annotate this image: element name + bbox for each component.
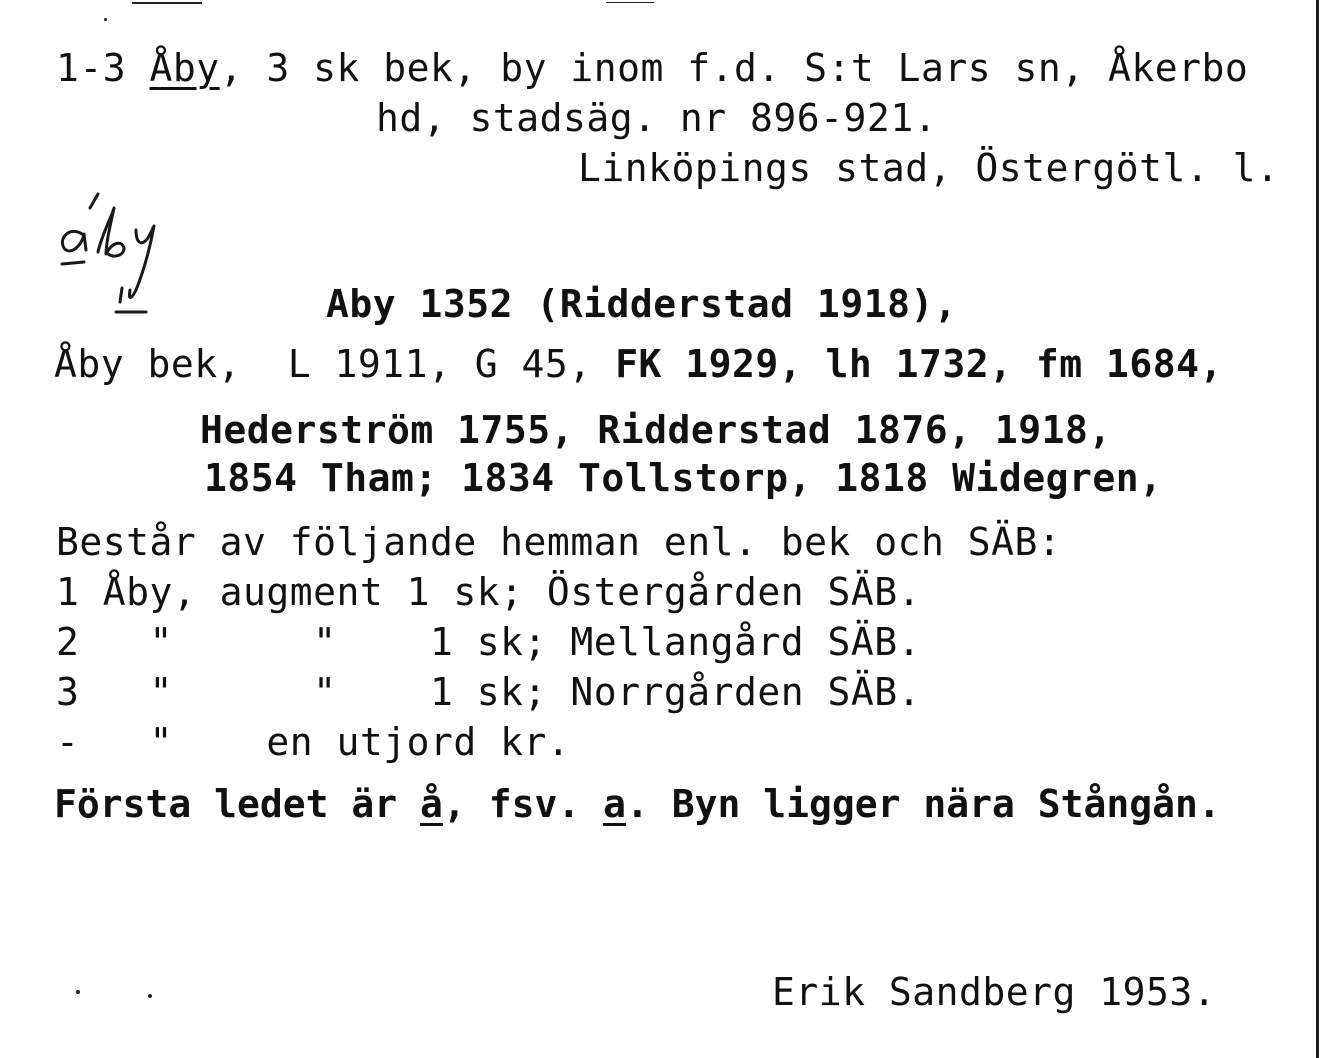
handwritten-place-form <box>50 186 200 321</box>
top-edge-mark <box>132 2 202 4</box>
holding-row: 3 " " 1 sk; Norrgården SÄB. <box>56 670 921 714</box>
etymology-element-a-ring: å <box>420 782 443 826</box>
etymology-prefix: Första ledet är <box>54 782 421 826</box>
holdings-intro: Består av följande hemman enl. bek och SÄB: <box>56 520 1062 564</box>
paper-speck <box>76 990 80 994</box>
holding-row: - " en utjord kr. <box>56 720 571 764</box>
header-description: , 3 sk bek, by inom f.d. S:t Lars sn, Åkerbo <box>219 46 1249 90</box>
etymology-middle: , fsv. <box>442 782 604 826</box>
forms-line-2 <box>54 342 1223 386</box>
header-line-3: Linköpings stad, Östergötl. l. <box>578 146 1280 190</box>
earliest-form-line: Aby 1352 (Ridderstad 1918), <box>326 282 958 326</box>
top-edge-mark <box>606 2 654 3</box>
paper-speck <box>104 18 107 21</box>
paper-speck <box>148 994 152 998</box>
author-signature: Erik Sandberg 1953. <box>772 970 1217 1014</box>
holding-row: 1 Åby, augment 1 sk; Östergården SÄB. <box>56 570 921 614</box>
etymology-element-a: a <box>603 782 626 826</box>
etymology-note <box>54 782 1221 826</box>
forms-line-2-plain: Åby bek, L 1911, G 45, <box>54 342 616 386</box>
header-line-2: hd, stadsäg. nr 896-921. <box>376 96 938 140</box>
entry-number: 1-3 <box>56 46 150 90</box>
place-name: Åby <box>149 46 220 90</box>
card-right-edge <box>1316 0 1319 1058</box>
holding-row: 2 " " 1 sk; Mellangård SÄB. <box>56 620 921 664</box>
forms-line-3: Hederström 1755, Ridderstad 1876, 1918, <box>200 408 1112 452</box>
forms-line-2-bold: FK 1929, lh 1732, fm 1684, <box>615 342 1223 386</box>
etymology-suffix: . Byn ligger nära Stångån. <box>625 782 1221 826</box>
forms-line-4: 1854 Tham; 1834 Tollstorp, 1818 Widegren, <box>204 456 1163 500</box>
header-line-1 <box>56 46 1248 90</box>
